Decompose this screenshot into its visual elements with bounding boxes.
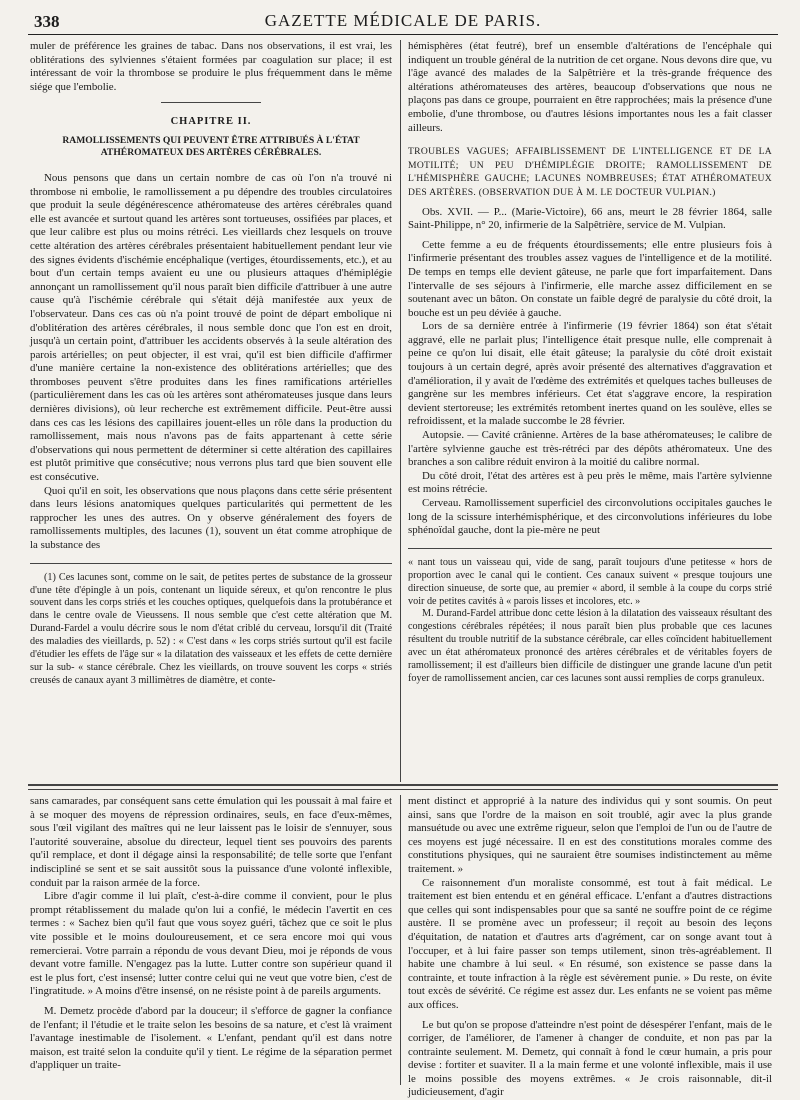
paragraph: Nous pensons que dans un certain nombre de cas où l'on n'a trouvé ni thrombose ni embolie, le ramollissement a pu dépendre des troubles circulatoires que produit la seule dégénérescence athéromateuse des artères cérébrales quand elle est avancée et surtout quand les artères sont tortueuses, ossifiées par places, et que leur calibre est plus ou moins rétréci. Les vieillards chez lesquels on trouve cette altération des artères cérébrales présentaient habituellement pendant leur vie des signes évidents d'ischémie encéphalique (vertiges, étourdissements, etc.), et au bout d'un certain temps avaient eu une ou plusieurs attaques d'hémiplégie annonçant un ramollissement qu'il nous paraît bien difficile d'attribuer à une autre cause qu'à l'ischémie cérébrale qui s'était déjà manifestée aux yeux de l'observateur. Dans ces cas où n'a point trouvé de point de départ embolique ni d'oblitération des artères cérébrales, il nous semble donc que l'on est en droit, jusqu'à un certain point, d'attribuer les accidents observés à la seule altération des parois artérielles; on peut objecter, il est vrai, qu'il est bien difficile d'affirmer d'une manière certaine la non-existence des oblitérations artérielles; que des thromboses peuvent s'être produites dans les fines ramifications artérielles (particulièrement dans les cas où les artères sont athéromateuses jusque dans leurs dernières divisions), où leur recherche est extrêmement difficile. Peut-être aussi dans ces cas les lésions des capillaires jouent-elles un rôle dans la production du ramollissement, mais nous n'avons pas de faits appartenant à cette série d'observations qui nous permettent de déterminer si cette altération des capillaires est plutôt primitive que consécutive; nous verrons plus tard que bien souvent elle est consécutive. [30, 172, 392, 485]
footnote-rule [408, 548, 772, 549]
paragraph: Quoi qu'il en soit, les observations que nous plaçons dans cette série présentent dans leurs lésions anatomiques quelques particularités qui permettent de les rapprocher les unes des autres. On y observe généralement des foyers de ramollissements multiples, des lacunes (1), souvent un état comme atrophique de la substance des [30, 485, 392, 553]
running-head: GAZETTE MÉDICALE DE PARIS. [28, 11, 778, 31]
observation-case: Obs. XVII. — P... (Marie-Victoire), 66 ans, meurt le 28 février 1864, salle Saint-Philippe, n° 20, infirmerie de la Salpêtrière, service de M. Vulpian. [408, 206, 772, 233]
chapter-heading: CHAPITRE II. [30, 115, 392, 129]
observation-summary: TROUBLES VAGUES; AFFAIBLISSEMENT DE L'INTELLIGENCE ET DE LA MOTILITÉ; UN PEU D'HÉMIPLÉGIE DROITE; RAMOLLISSEMENT DE L'HÉMISPHÈRE GAUCHE; LACUNES NOMBREUSES; ÉTAT ATHÉROMATEUX DES ARTÈRES. (OBSERVATION DUE À M. LE DOCTEUR VULPIAN.) [408, 145, 772, 199]
page-number: 338 [34, 12, 60, 32]
chapter-title: RAMOLLISSEMENTS QUI PEUVENT ÊTRE ATTRIBUÉS À L'ÉTAT ATHÉROMATEUX DES ARTÈRES CÉRÉBRALES. [36, 135, 386, 160]
paragraph: ment distinct et approprié à la nature des individus qui y sont soumis. On peut ainsi, sans que l'ordre de la maison en soit troublé, agir avec la plus grande mansuétude ou avec une extrême rigueur, selon que l'emploi de l'un ou de l'autre de ces moyens est jugé nécessaire. Il en est des constitutions morales comme des constitutions physiques, qui ne sauraient être soumises indistinctement au même traitement. » [408, 795, 772, 877]
paragraph: Autopsie. — Cavité crânienne. Artères de la base athéromateuses; le calibre de l'artère sylvienne gauche est très-rétréci par des dépôts athéromateux. Une des branches a son calibre réduit environ à la moitié du calibre normal. [408, 429, 772, 470]
paragraph: Libre d'agir comme il lui plaît, c'est-à-dire comme il convient, pour le plus prompt rétablissement du malade qu'on lui a confié, le médecin l'avertit en ces termes : « Sachez bien qu'il faut que vous soyez guéri, tâchez que ce soit le plus vite possible et le moins douloureusement, et ce sera encore moi qui vous remercierai. Votre parrain a répondu de vous devant Dieu, moi je réponds de vous devant votre famille. N'engagez pas la lutte. Lutter contre son supérieur quand il est le plus fort, c'est insensé; lutter contre celui qui ne veut que votre bien, c'est de l'ingratitude. » A moins d'être insensé, on ne résiste point à de pareils arguments. [30, 890, 392, 999]
paragraph: Cette femme a eu de fréquents étourdissements; elle entre plusieurs fois à l'infirmerie présentant des troubles assez vagues de l'intelligence et de la motilité. De temps en temps elle devient gâteuse, ne parle que fort imparfaitement. Dans l'intervalle de ses séjours à l'infirmerie, elle marche assez difficilement en se soutenant avec un bâton. On constate un faible degré de paralysie du côté droit, la bouche est un peu déviée à gauche. [408, 239, 772, 321]
paragraph: hémisphères (état feutré), bref un ensemble d'altérations de l'encéphale qui indiquent un trouble général de la nutrition de cet organe. Nous devons dire que, vu l'âge avancé des malades de la Salpêtrière et la très-grande fréquence des altérations athéromateuses des artères, beaucoup d'observations que nous ne plaçons pas dans ce groupe, pourraient en être rapprochées; mais la présence d'une embolie, d'une thrombose, ou d'autres lésions importantes nous les a fait classer ailleurs. [408, 40, 772, 135]
section-rule [161, 102, 261, 103]
column-separator [400, 795, 401, 1085]
section-divider [28, 789, 778, 790]
top-right-column [408, 40, 772, 780]
column-separator [400, 40, 401, 782]
page-header [28, 8, 778, 35]
paragraph: sans camarades, par conséquent sans cette émulation qui les poussait à mal faire et à se moquer des moyens de répression ordinaires, seuls, en face d'eux-mêmes, sous l'œil vigilant des maîtres qui ne leur laissent pas le loisir de s'ennuyer, sous l'autorité souveraine, absolue du directeur, lequel tient ses pouvoirs des parents qu'il remplace, et dont il dégage ainsi la responsabilité; de telle sorte que l'enfant indiscipliné se sent et se sait aussitôt sous la puissance d'une volonté inflexible, conduit par la raison armée de la force. [30, 795, 392, 890]
paragraph: M. Demetz procède d'abord par la douceur; il s'efforce de gagner la confiance de l'enfant; il l'étudie et le traite selon les besoins de sa nature, et c'est là vraiment l'avantage inestimable de l'isolement. « L'enfant, pendant qu'il est dans notre maison, est traité selon la conduite qu'il y tient. Le régime de la séparation permet d'appliquer un traite- [30, 1005, 392, 1073]
paragraph: Le but qu'on se propose d'atteindre n'est point de désespérer l'enfant, mais de le corriger, de l'améliorer, de l'amener à changer de conduite, et non pas par la contrainte seulement. M. Demetz, qui connaît à fond le cœur humain, a pris pour devise : fortiter et suaviter. Il a la main ferme et une volonté inflexible, mais il use le moins possible des moyens extrêmes. « Je crois raisonnable, dit-il judicieusement, d'agir [408, 1019, 772, 1100]
top-left-column [30, 40, 392, 780]
footnote: M. Durand-Fardel attribue donc cette lésion à la dilatation des vaisseaux résultant des congestions cérébrales répétées; il nous paraît bien plus probable que ces lacunes résultent du trouble nutritif de la substance cérébrale, car elles coïncident habituellement avec un état athéromateux prononcé des artères cérébrales et de véritables foyers de ramollissement; il est d'ailleurs bien difficile de distinguer une grande lacune d'un petit foyer de ramollissement ancien, car ces lacunes sont aussi remplies de corps granuleux. [408, 608, 772, 685]
paragraph: Cerveau. Ramollissement superficiel des circonvolutions occipitales gauches le long de la scissure interhémisphérique, et des circonvolutions inférieures du lobe sphénoïdal gauche, dont la pie-mère ne peut [408, 497, 772, 538]
bottom-left-column [30, 795, 392, 1085]
bottom-right-column [408, 795, 772, 1085]
section-divider [28, 784, 778, 786]
paragraph: Du côté droit, l'état des artères est à peu près le même, mais l'artère sylvienne est moins rétrécie. [408, 470, 772, 497]
paragraph: muler de préférence les graines de tabac. Dans nos observations, il est vrai, les oblitérations des sylviennes s'étaient formées par coagulation sur place; il est intéressant de voir la thrombose se produire le plus fréquemment dans le même siége que l'embolie. [30, 40, 392, 94]
footnote-rule [30, 563, 392, 564]
footnote: (1) Ces lacunes sont, comme on le sait, de petites pertes de substance de la grosseur d'une tête d'épingle à un pois, contenant un liquide séreux, et qu'on rencontre le plus souvent dans les corps striés et les couches optiques, quelquefois dans la protubérance et dans le centre ovale de Vieussens. Il nous semble que c'est cette altération que M. Durand-Fardel a voulu décrire sous le nom d'état criblé du cerveau, lorsqu'il dit (Traité des maladies des vieillards, p. 52) : « C'est dans « les corps striés surtout qu'il est facile d'étudier les effets de l'âge sur « la dilatation des vaisseaux et les effets de cette dernière sur la sub- « stance cérébrale. Chez les vieillards, on trouve souvent les corps « striés creusés de canaux ayant 3 millimètres de diamètre, et conte- [30, 572, 392, 688]
paragraph: Ce raisonnement d'un moraliste consommé, est tout à fait médical. Le traitement est bien entendu et en général efficace. L'enfant a d'autres distractions que celles qui sont indispensables pour que sa santé ne souffre point de ce régime austère. Il se promène avec un professeur; il reçoit au besoin des leçons d'équitation, de natation et d'autres arts d'agrément, car on songe avant tout à l'occuper, et à lui faire passer son temps utilement, sinon très-agréablement. Il habite une chambre à lui seul. « En résumé, son existence se passe dans la contrainte, et toute infraction à la règle est sévèrement punie. » Du reste, on évite tout excès de sévérité. Ce régime est assez dur. Les enfants ne se voient pas même aux offices. [408, 877, 772, 1013]
footnote: « nant tous un vaisseau qui, vide de sang, paraît toujours d'une petitesse « hors de proportion avec le canal qui le contient. Ces canaux suivent « presque toujours une direction sinueuse, de sorte que, au premier « abord, il semble à la coupe du corps strié voir de petites cavités à « parois lisses et incolores, etc. » [408, 557, 772, 609]
paragraph: Lors de sa dernière entrée à l'infirmerie (19 février 1864) son état s'était aggravé, elle ne parlait plus; l'intelligence était presque nulle, elle comprenait à peine ce qu'on lui disait, elle était gâteuse; la paralysie du côté droit existait toujours à un certain degré, après avoir présenté des alternatives d'aggravation et d'amélioration, il y avait de l'œdème des extrémités et quelques taches bulleuses de gangrène sur les membres inférieurs. Cet état s'aggrave encore, la respiration devient stertoreuse; les extrémités retombent inertes quand on les soulève, elles se refroidissent, et la malade succombe le 28 février. [408, 320, 772, 429]
